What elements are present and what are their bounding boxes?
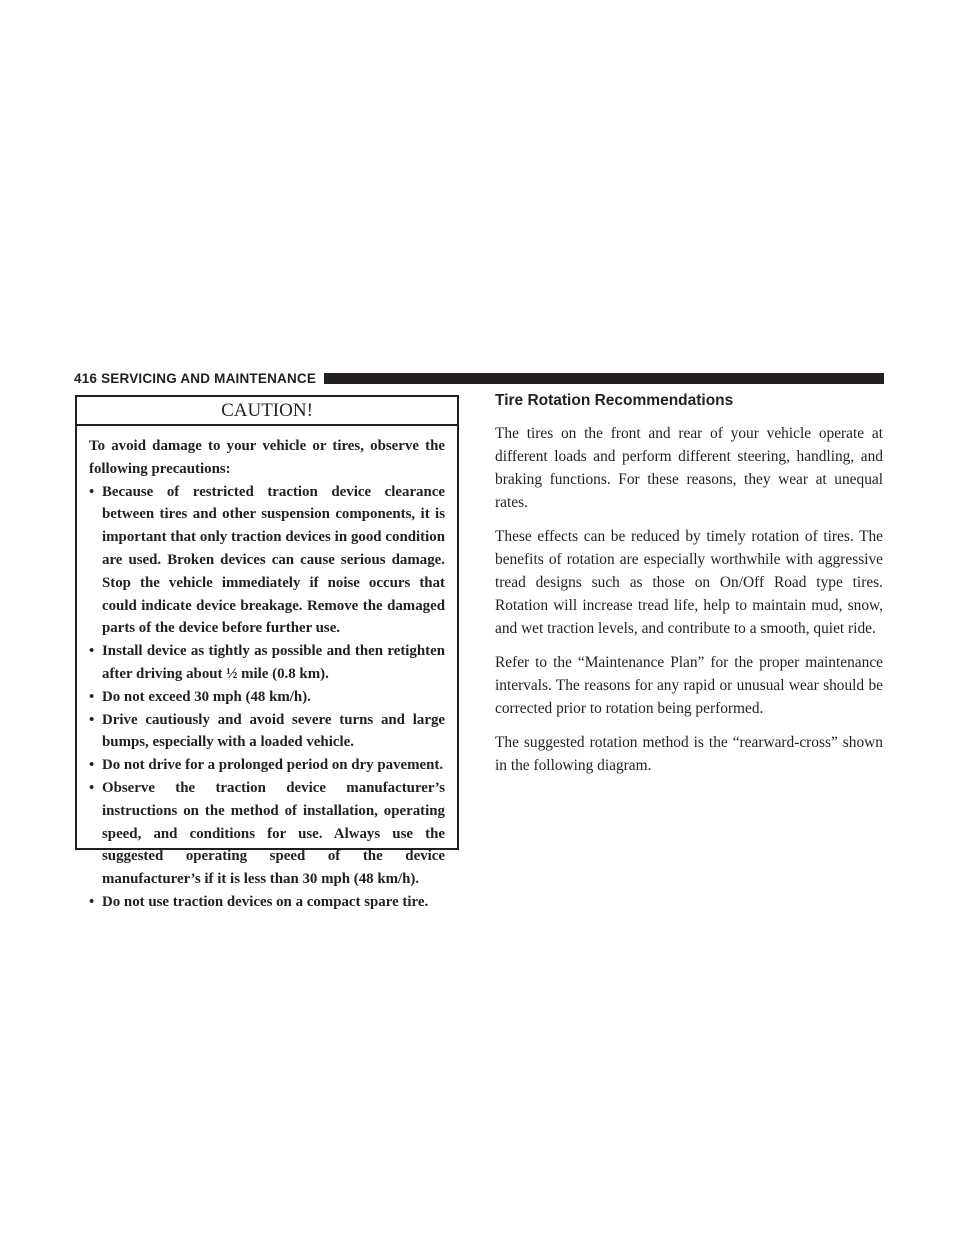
caution-item [89, 777, 445, 891]
bullet-icon: • [89, 688, 95, 705]
caution-box [75, 395, 459, 910]
bullet-icon: • [89, 779, 95, 796]
page-header [74, 370, 884, 386]
bullet-icon: • [89, 757, 95, 774]
section-paragraph: The suggested rotation method is the “rearward-cross” shown in the following diagram. [495, 734, 883, 774]
caution-item-text: Because of restricted traction device clearance between tires and other suspension components, it is important that only traction devices in good condition are used. Broken devices can cause serious damage. Stop the vehicle immediately if noise occurs that could indicate device breakage. Remove the damaged parts of the device before further use. [102, 483, 445, 637]
caution-item-text: Install device as tightly as possible and then retighten after driving about ½ mile (0.8 km). [102, 643, 445, 682]
caution-item [89, 891, 445, 914]
tire-rotation-section [495, 391, 883, 788]
caution-title: CAUTION! [77, 397, 457, 426]
section-title: Tire Rotation Recommendations [495, 392, 734, 409]
bullet-icon: • [89, 711, 95, 728]
caution-item [89, 754, 445, 777]
header-rule [324, 373, 884, 384]
bullet-icon: • [89, 643, 95, 660]
caution-item [89, 686, 445, 709]
caution-item-text: Do not exceed 30 mph (48 km/h). [102, 688, 311, 705]
page-number-section-label: 416 SERVICING AND MAINTENANCE [74, 370, 317, 386]
bullet-icon: • [89, 893, 95, 910]
caution-item-text: Observe the traction device manufacturer’s instructions on the method of installation, operating speed, and conditions for use. Always use the suggested operating speed of the device manufacturer’s if it is less than 30 mph (48 km/h). [102, 779, 445, 888]
caution-body [77, 426, 457, 914]
caution-item [89, 709, 445, 755]
caution-item [89, 481, 445, 641]
section-paragraph: The tires on the front and rear of your vehicle operate at different loads and perform different steering, handling, and braking functions. For these reasons, they wear at unequal rates. [495, 425, 883, 511]
bullet-icon: • [89, 483, 95, 500]
caution-list [89, 481, 445, 914]
caution-item-text: Do not use traction devices on a compact spare tire. [102, 893, 429, 910]
caution-intro: To avoid damage to your vehicle or tires, observe the following precautions: [89, 438, 445, 477]
section-paragraph: These effects can be reduced by timely rotation of tires. The benefits of rotation are especially worthwhile with aggressive tread designs such as those on On/Off Road type tires. Rotation will increase tread life, help to maintain mud, snow, and wet traction levels, and contribute to a smooth, quiet ride. [495, 528, 883, 637]
section-paragraph: Refer to the “Maintenance Plan” for the proper maintenance intervals. The reasons for any rapid or unusual wear should be corrected prior to rotation being performed. [495, 654, 883, 717]
caution-item-text: Drive cautiously and avoid severe turns and large bumps, especially with a loaded vehicle. [102, 711, 445, 751]
caution-item-text: Do not drive for a prolonged period on dry pavement. [102, 757, 444, 774]
caution-item [89, 640, 445, 686]
